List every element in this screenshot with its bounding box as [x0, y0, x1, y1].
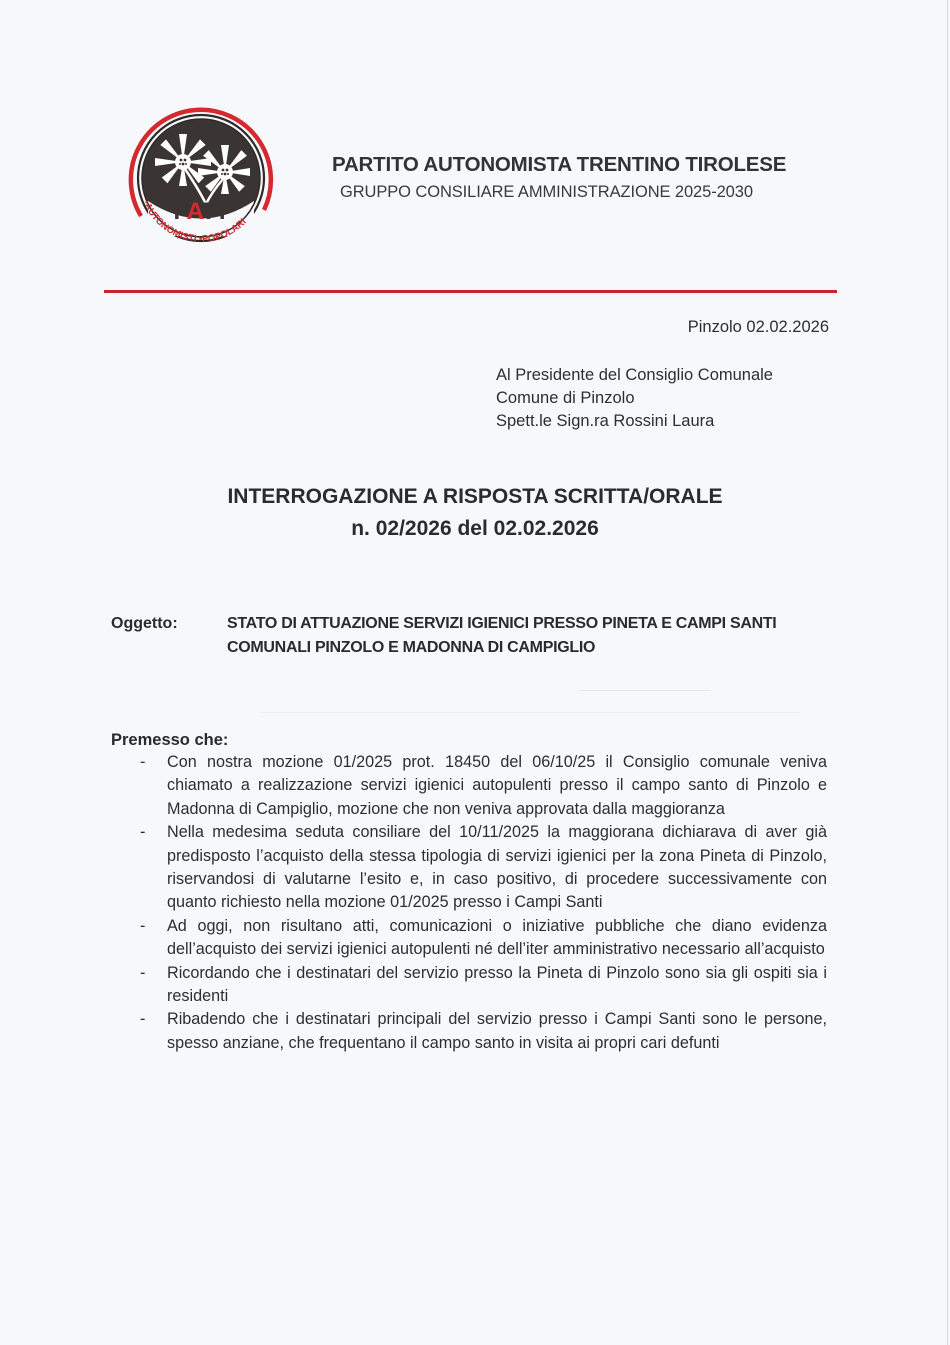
subject-text: STATO DI ATTUAZIONE SERVIZI IGIENICI PRESSO PINETA E CAMPI SANTI COMUNALI PINZOLO E MADONNA DI CAMPIGLIO	[227, 615, 777, 656]
scan-artifact-line	[260, 712, 800, 713]
recipient-line: Comune di Pinzolo	[496, 389, 635, 407]
patt-logo	[126, 106, 276, 256]
letterhead	[332, 153, 792, 202]
list-item	[111, 751, 827, 821]
list-item	[111, 821, 827, 915]
premesso-heading: Premesso che:	[111, 731, 229, 749]
dash-marker: -	[140, 753, 146, 771]
header-divider	[104, 290, 837, 293]
premesso-list	[111, 751, 831, 1055]
dash-marker: -	[140, 1010, 146, 1029]
list-item-text: Nella medesima seduta consiliare del 10/11/2025 la maggiorana dichiarava di aver già predisposto l’acquisto della stessa tipologia di servizi igienici per la zona Pineta di Pinzolo, riservandosi di valutarne l’esito e, in caso positivo, di procedere successivamente con quanto richiesto nella mozione 01/2025 presso i Campi Santi	[167, 823, 827, 912]
title-line-1: INTERROGAZIONE A RISPOSTA SCRITTA/ORALE	[227, 485, 723, 508]
group-name: GRUPPO CONSILIARE AMMINISTRAZIONE 2025-2030	[340, 183, 753, 201]
list-item-text: Ricordando che i destinatari del servizio presso la Pineta di Pinzolo sono sia gli ospiti sia i residenti	[167, 963, 827, 1006]
list-item-text: Ribadendo che i destinatari principali del servizio presso i Campi Santi sono le persone, spesso anziane, che frequentano il campo santo in visita ai propri cari defunti	[167, 1010, 827, 1052]
title-line-2: n. 02/2026 del 02.02.2026	[351, 517, 599, 540]
list-item-text: Ad oggi, non risultano atti, comunicazioni o iniziative pubbliche che diano evidenza dell’acquisto dei servizi igienici autopulenti né dell’iter amministrativo necessario all’acquisto	[167, 916, 827, 959]
document-title	[0, 481, 950, 545]
scan-artifact-line	[580, 690, 710, 691]
recipient-block	[496, 364, 773, 433]
premesso-section	[111, 731, 831, 1055]
list-item	[111, 1008, 827, 1055]
logo-text: PATT	[173, 198, 229, 225]
list-item-text: Con nostra mozione 01/2025 prot. 18450 del 06/10/25 il Consiglio comunale veniva chiamato a realizzazione servizi igienici autopulenti presso il campo santo di Pinzolo e Madonna di Campiglio, mozione che non veniva approvata dalla maggioranza	[167, 753, 827, 818]
dash-marker: -	[140, 823, 146, 842]
dash-marker: -	[140, 963, 146, 982]
page-edge	[947, 0, 948, 1345]
recipient-line: Al Presidente del Consiglio Comunale	[496, 366, 773, 384]
party-name: PARTITO AUTONOMISTA TRENTINO TIROLESE	[332, 153, 787, 176]
dash-marker: -	[140, 916, 146, 935]
subject-label: Oggetto:	[111, 615, 178, 632]
recipient-line: Spett.le Sign.ra Rossini Laura	[496, 412, 715, 430]
logo-ring-text: •AUTONOMISTI •POPOLARI	[140, 198, 249, 245]
list-item	[111, 915, 827, 962]
list-item	[111, 962, 827, 1009]
place-date: Pinzolo 02.02.2026	[687, 318, 829, 336]
